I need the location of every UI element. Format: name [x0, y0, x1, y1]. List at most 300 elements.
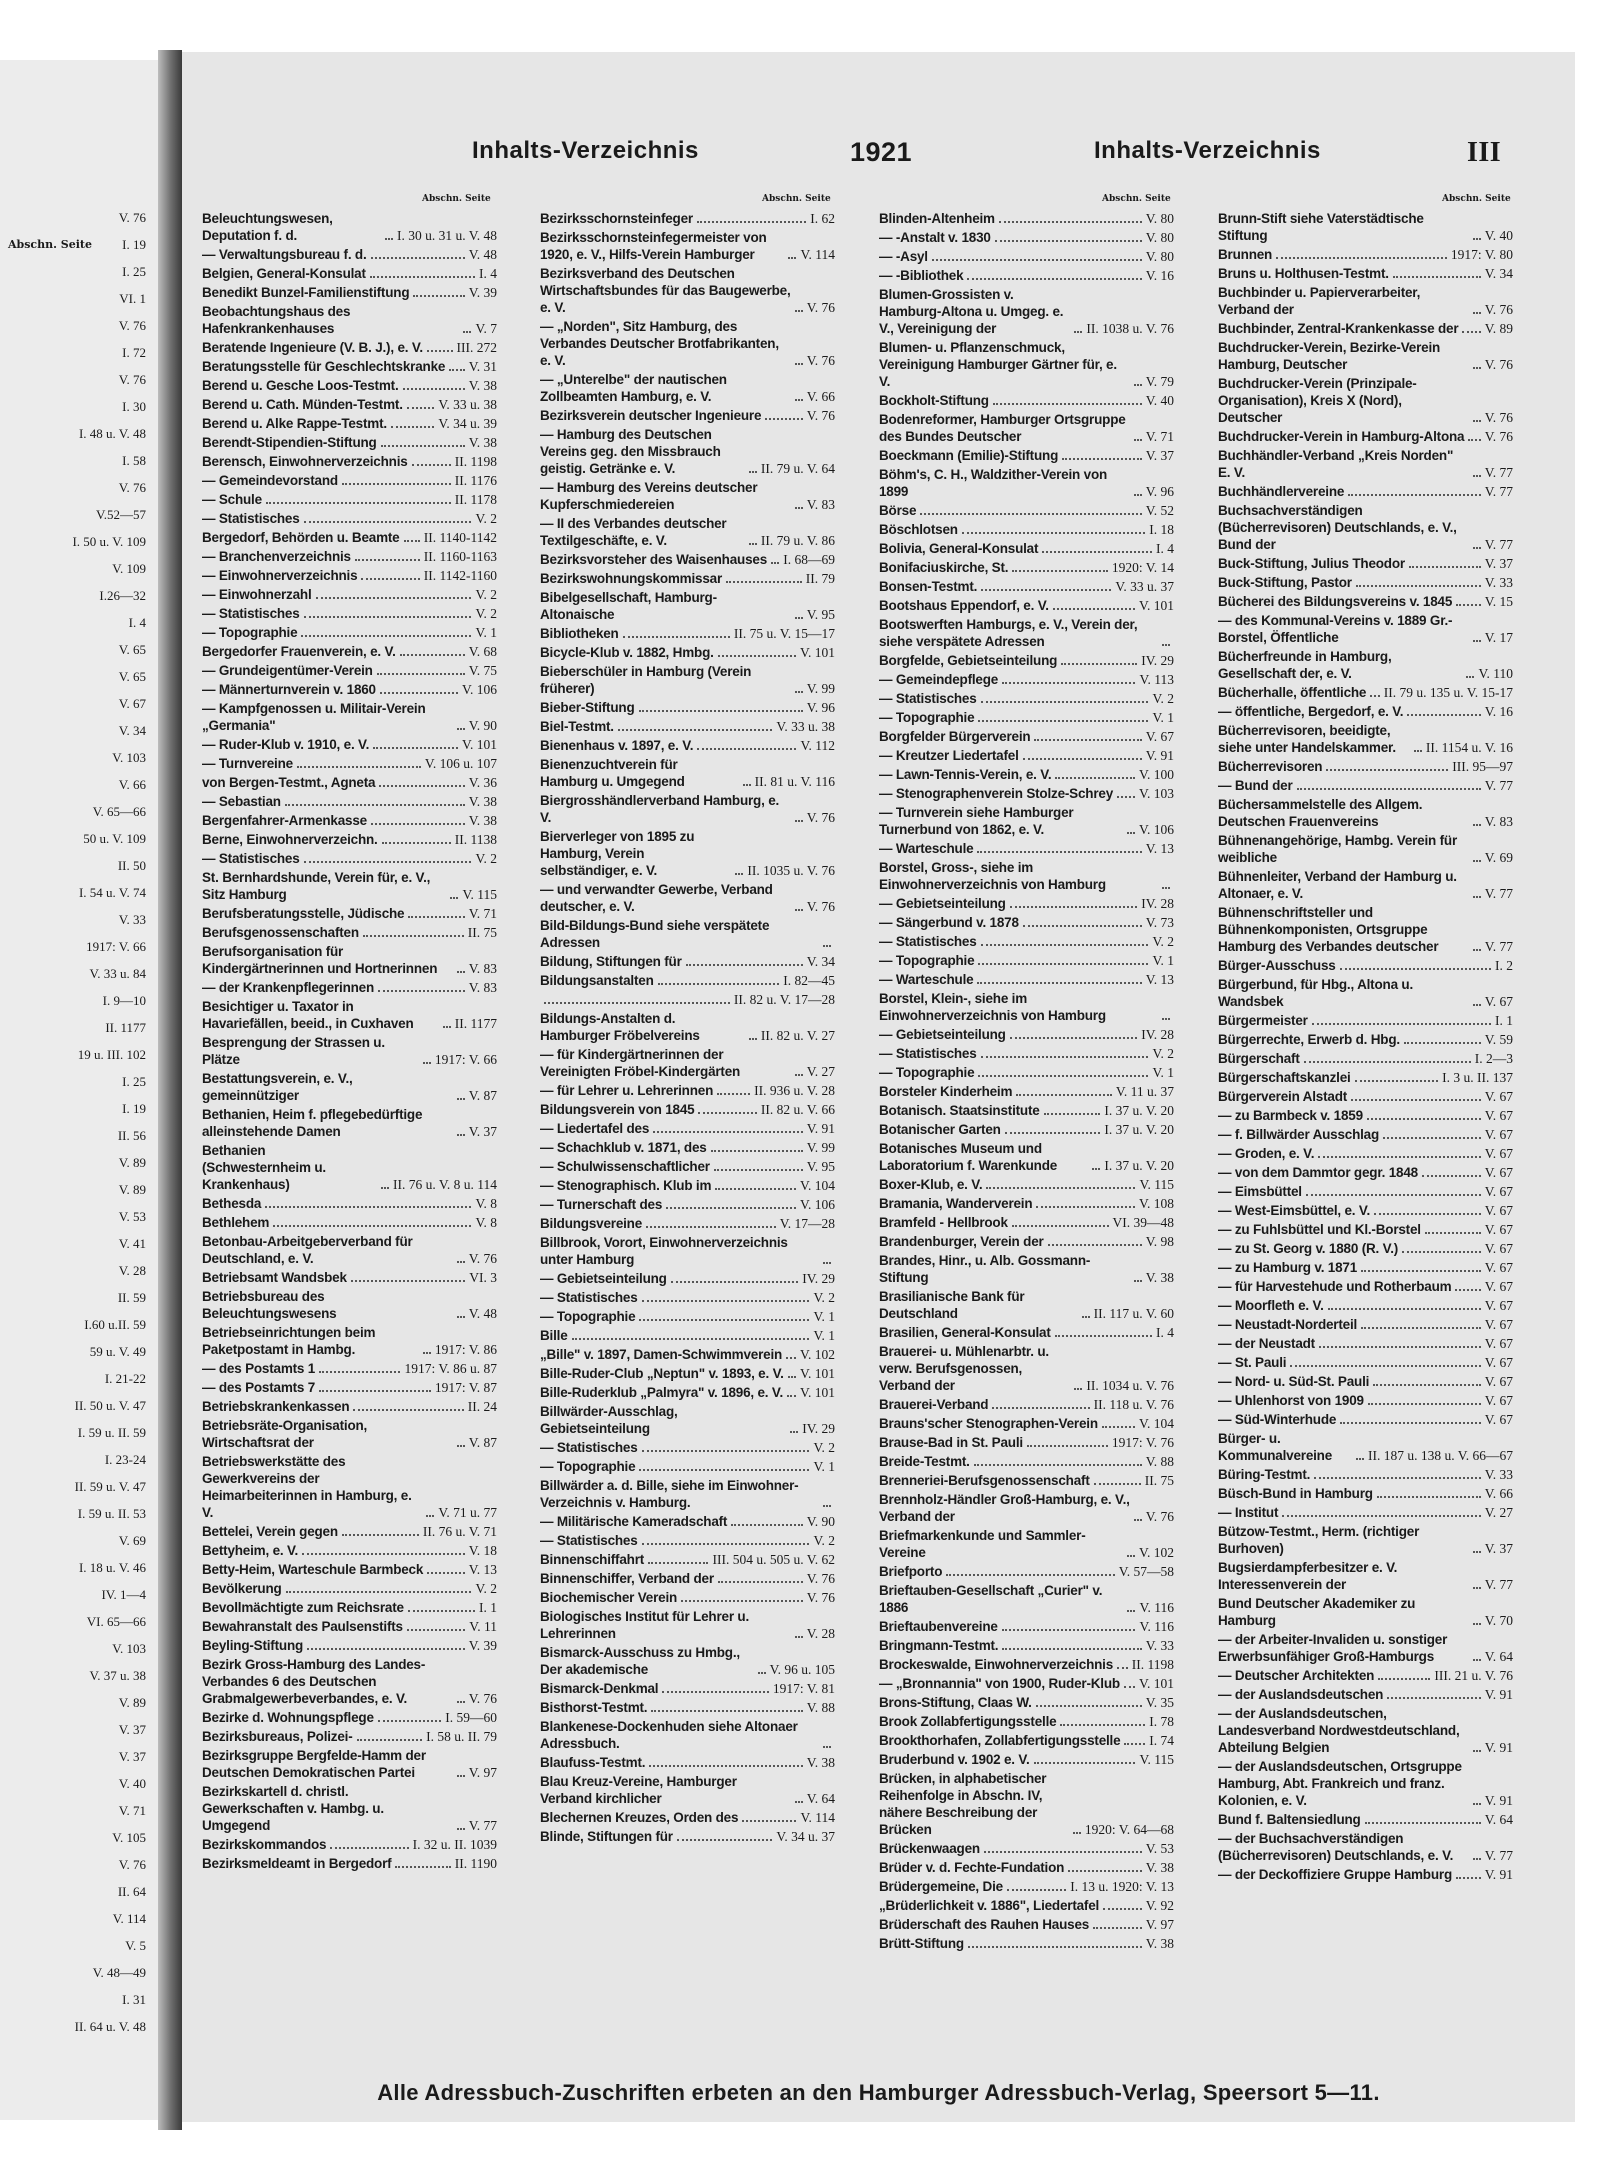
entry-reference: V. 76: [1484, 357, 1513, 372]
entry-reference: I. 4: [1156, 1325, 1174, 1340]
entry-name: — Statistisches: [540, 1290, 638, 1305]
index-entry: [879, 747, 1174, 764]
entry-reference: V. 37: [1484, 1541, 1513, 1556]
index-entry: [202, 700, 497, 734]
entry-name: — Stenographenverein Stolze-Schrey: [879, 786, 1114, 801]
entry-name: — Statistisches: [540, 1533, 638, 1548]
entry-name: Bürger-Ausschuss: [1218, 958, 1336, 973]
entry-name: Billbrook, Vorort, Einwohnerverzeichnis unter Hamburg: [540, 1235, 788, 1267]
index-entry: [879, 1102, 1174, 1119]
entry-reference: V. 38: [468, 435, 497, 450]
leader-dots: [1134, 384, 1142, 386]
leader-dots: [666, 1207, 796, 1209]
index-entry: [879, 447, 1174, 464]
index-entry: [540, 881, 835, 915]
index-entry: [202, 415, 497, 432]
entry-name: — Verwaltungsbureau f. d.: [202, 247, 367, 262]
entry-reference: II. 24: [467, 1399, 497, 1414]
leader-dots: [457, 1316, 465, 1318]
leader-dots: [1356, 585, 1481, 587]
leader-dots: [771, 562, 779, 564]
entry-reference: I. 68—69: [783, 552, 835, 567]
entry-name: — Militärische Kameradschaft: [540, 1514, 728, 1529]
adjacent-ref: V. 41: [118, 1236, 146, 1251]
entry-reference: V. 77: [1484, 1848, 1513, 1863]
index-entry: [540, 407, 835, 424]
entry-reference: IV. 29: [1141, 653, 1174, 668]
adjacent-ref: II. 59: [117, 1290, 146, 1305]
leader-dots: [1134, 439, 1142, 441]
entry-reference: V. 101: [1138, 1676, 1174, 1691]
leader-dots: [1356, 1458, 1364, 1460]
entry-name: „Brüderlichkeit v. 1886", Liedertafel: [879, 1898, 1100, 1913]
leader-dots: [1473, 238, 1481, 240]
leader-dots: [1082, 1316, 1090, 1318]
index-entry: [540, 515, 835, 549]
index-entry: [540, 1120, 835, 1137]
adjacent-ref: V. 53: [118, 1209, 146, 1224]
entry-name: Brennholz-Händler Groß-Hamburg, e. V., Verband der: [879, 1492, 1130, 1524]
index-entry: [1218, 483, 1513, 500]
index-entry: [202, 1523, 497, 1540]
index-entry: [1218, 1758, 1513, 1809]
index-entry: [879, 578, 1174, 595]
entry-reference: V. 104: [799, 1178, 835, 1193]
entry-name: — Turnerschaft des: [540, 1197, 663, 1212]
leader-dots: [1074, 331, 1082, 333]
leader-dots: [266, 502, 451, 504]
entry-reference: V. 2: [475, 587, 497, 602]
index-entry: [1218, 339, 1513, 373]
index-entry: [540, 1458, 835, 1475]
adjacent-ref: VI. 1: [119, 291, 146, 306]
index-entry: [1218, 1705, 1513, 1756]
index-entry: [879, 1045, 1174, 1062]
index-entry: [1218, 612, 1513, 646]
entry-reference: V. 76: [1484, 410, 1513, 425]
entry-name: Bücherfreunde in Hamburg, Gesellschaft der, e. V.: [1218, 649, 1392, 681]
entry-name: Buchsachverständigen (Bücherrevisoren) Deutschlands, e. V., Bund der: [1218, 503, 1457, 552]
leader-dots: [1348, 494, 1481, 496]
entry-name: — Topographie: [540, 1309, 636, 1324]
entry-reference: V. 27: [1484, 1505, 1513, 1520]
index-entry: [1218, 868, 1513, 902]
index-entry: [540, 828, 835, 879]
entry-reference: V. 13: [468, 1562, 497, 1577]
entry-reference: V. 13: [1145, 972, 1174, 987]
entry-name: Briefporto: [879, 1564, 943, 1579]
index-entry: [540, 1010, 835, 1044]
index-entry: [202, 793, 497, 810]
column-heading-1: Abschn. Seite: [422, 194, 491, 204]
leader-dots: [1378, 1678, 1430, 1680]
leader-dots: [765, 418, 802, 420]
entry-name: Bücherrevisoren: [1218, 759, 1323, 774]
index-entry: [202, 1599, 497, 1616]
entry-name: Borgfelde, Gebietseinteilung: [879, 653, 1058, 668]
entry-name: — der Auslandsdeutschen, Landesverband Nordwestdeutschland, Abteilung Belgien: [1218, 1706, 1460, 1755]
entry-name: — Statistisches: [879, 934, 977, 949]
index-entry: [879, 1618, 1174, 1635]
entry-reference: V. 67: [1145, 729, 1174, 744]
leader-dots: [1002, 1629, 1136, 1631]
index-entry: [879, 990, 1174, 1024]
entry-reference: I. 13 u. 1920: V. 13: [1070, 1879, 1174, 1894]
entry-name: Bürgerverein Alstadt: [1218, 1089, 1348, 1104]
entry-reference: V. 38: [1145, 1860, 1174, 1875]
leader-dots: [1351, 1099, 1481, 1101]
index-entry: [540, 972, 835, 989]
entry-reference: V. 34: [806, 954, 835, 969]
entry-reference: V. 1: [1152, 1065, 1174, 1080]
adjacent-ref: I. 19: [122, 1101, 146, 1116]
leader-dots: [1306, 1194, 1481, 1196]
entry-name: Binnenschiffahrt: [540, 1552, 645, 1567]
entry-reference: 1920: V. 64—68: [1084, 1822, 1174, 1837]
leader-dots: [457, 728, 465, 730]
adjacent-ref: I. 54 u. V. 74: [78, 885, 146, 900]
adjacent-ref: I. 59 u. II. 59: [77, 1425, 146, 1440]
adjacent-ref: I. 50 u. V. 109: [72, 534, 146, 549]
entry-name: Bethesda: [202, 1196, 262, 1211]
entry-name: Brauerei- u. Mühlenarbtr. u. verw. Berufsgenossen, Verband der: [879, 1344, 1049, 1393]
adjacent-ref: V. 76: [118, 372, 146, 387]
index-entry: [202, 1580, 497, 1597]
entry-name: Bezirksverband des Deutschen Wirtschaftsbundes für das Baugewerbe, e. V.: [540, 266, 791, 315]
adjacent-ref: I. 31: [122, 1992, 146, 2007]
leader-dots: [1073, 1832, 1081, 1834]
entry-reference: I. 37 u. V. 20: [1104, 1158, 1174, 1173]
leader-dots: [649, 1765, 802, 1767]
entry-reference: I. 37 u. V. 20: [1104, 1103, 1174, 1118]
index-entry: [1218, 1559, 1513, 1593]
entry-reference: V. 76: [468, 1691, 497, 1706]
leader-dots: [653, 1131, 803, 1133]
entry-reference: 1917: V. 87: [434, 1380, 497, 1395]
entry-name: Brauns'scher Stenographen-Verein: [879, 1416, 1098, 1431]
index-entry: [1218, 428, 1513, 445]
leader-dots: [1409, 566, 1481, 568]
leader-dots: [379, 785, 464, 787]
entry-reference: V. 70: [1484, 1613, 1513, 1628]
entry-name: — Schachklub v. 1871, des: [540, 1140, 707, 1155]
entry-name: Blechernen Kreuzes, Orden des: [540, 1810, 739, 1825]
entry-name: — zu Hamburg v. 1871: [1218, 1260, 1358, 1275]
entry-name: — Kampfgenossen u. Militair-Verein „Germania": [202, 701, 426, 733]
adjacent-ref: V. 76: [118, 1857, 146, 1872]
index-entry: [879, 859, 1174, 893]
entry-name: Bürgerbund, für Hbg., Altona u. Wandsbek: [1218, 977, 1414, 1009]
entry-reference: V. 115: [1139, 1177, 1174, 1192]
leader-dots: [1318, 1156, 1480, 1158]
entry-name: Bismarck-Denkmal: [540, 1681, 659, 1696]
entry-name: Buchdrucker-Verein, Bezirke-Verein Hamburg, Deutscher: [1218, 340, 1441, 372]
entry-reference: V. 95: [806, 607, 835, 622]
leader-dots: [423, 1352, 431, 1354]
leader-dots: [1355, 1080, 1439, 1082]
leader-dots: [1162, 887, 1170, 889]
entry-reference: V. 67: [1484, 1374, 1513, 1389]
entry-reference: V. 16: [1145, 268, 1174, 283]
index-entry: [1218, 447, 1513, 481]
leader-dots: [1473, 475, 1481, 477]
index-entry: [540, 792, 835, 826]
leader-dots: [978, 720, 1148, 722]
entry-reference: V. 88: [806, 1700, 835, 1715]
entry-name: Buck-Stiftung, Pastor: [1218, 575, 1352, 590]
entry-name: Buchbinder, Zentral-Krankenkasse der: [1218, 321, 1459, 336]
index-entry: [879, 1935, 1174, 1952]
index-entry: [202, 662, 497, 679]
leader-dots: [1127, 832, 1135, 834]
entry-reference: V. 83: [468, 961, 497, 976]
leader-dots: [1402, 1251, 1481, 1253]
index-entry: [540, 1439, 835, 1456]
leader-dots: [962, 532, 1145, 534]
entry-reference: II. 79 u. V. 86: [760, 533, 835, 548]
leader-dots: [651, 1710, 802, 1712]
entry-reference: V. 83: [806, 497, 835, 512]
index-entry: [1218, 320, 1513, 337]
entry-name: Betriebskrankenkassen: [202, 1399, 350, 1414]
index-entry: [1218, 976, 1513, 1010]
leader-dots: [330, 1847, 408, 1849]
header-year: 1921: [850, 137, 913, 167]
index-entry: [1218, 1504, 1513, 1521]
leader-dots: [1340, 968, 1491, 970]
leader-dots: [946, 1574, 1114, 1576]
entry-name: Bezirksvorsteher des Waisenhauses: [540, 552, 768, 567]
entry-name: Brandenburger, Verein der: [879, 1234, 1044, 1249]
adjacent-ref: II. 1177: [105, 1020, 146, 1035]
entry-reference: V. 80: [1145, 211, 1174, 226]
leader-dots: [427, 1572, 465, 1574]
adjacent-column-heading: Abschn. Seite: [8, 238, 92, 251]
leader-dots: [1314, 1477, 1481, 1479]
index-entry: [202, 1747, 497, 1781]
index-entry: [879, 1472, 1174, 1489]
adjacent-ref: II. 56: [117, 1128, 146, 1143]
entry-reference: V. 64: [1484, 1812, 1513, 1827]
index-entry: [540, 1551, 835, 1568]
entry-name: Büsch-Bund in Hamburg: [1218, 1486, 1373, 1501]
entry-name: Biologisches Institut für Lehrer u. Lehrerinnen: [540, 1609, 750, 1641]
page-number: III: [1467, 137, 1502, 168]
leader-dots: [1007, 1889, 1066, 1891]
leader-dots: [1012, 570, 1108, 572]
adjacent-ref: II. 50 u. V. 47: [74, 1398, 146, 1413]
entry-name: Berensch, Einwohnerverzeichnis: [202, 454, 408, 469]
index-entry: [879, 914, 1174, 931]
leader-dots: [1053, 608, 1135, 610]
entry-name: Büchersammelstelle des Allgem. Deutschen Frauenvereins: [1218, 797, 1423, 829]
leader-dots: [686, 964, 803, 966]
leader-dots: [642, 1300, 810, 1302]
leader-dots: [457, 1828, 465, 1830]
adjacent-ref: V. 103: [112, 750, 146, 765]
leader-dots: [1370, 695, 1380, 697]
leader-dots: [1103, 1908, 1142, 1910]
entry-name: Besichtiger u. Taxator in Havariefällen, beeid., in Cuxhaven: [202, 999, 414, 1031]
leader-dots: [1473, 1551, 1481, 1553]
leader-dots: [1473, 420, 1481, 422]
entry-name: Bibelgesellschaft, Hamburg-Altonaische: [540, 590, 717, 622]
adjacent-ref: V. 5: [125, 1938, 146, 1953]
leader-dots: [304, 521, 472, 523]
entry-reference: II. 1034 u. V. 76: [1086, 1378, 1174, 1393]
index-entry: [879, 1897, 1174, 1914]
entry-reference: V. 106: [799, 1197, 835, 1212]
entry-reference: V. 11 u. 37: [1115, 1084, 1174, 1099]
entry-name: — öffentliche, Bergedorf, e. V.: [1218, 704, 1404, 719]
leader-dots: [981, 944, 1149, 946]
entry-name: Bezirk Gross-Hamburg des Landes-Verbandes 6 des Deutschen Grabmalgewerbeverbandes, e. V.: [202, 1657, 426, 1706]
entry-name: Betriebswerkstätte des Gewerkvereins der Heimarbeiterinnen in Hamburg, e. V.: [202, 1454, 412, 1520]
entry-name: Biochemischer Verein: [540, 1590, 678, 1605]
leader-dots: [735, 873, 743, 875]
index-entry: [202, 1836, 497, 1853]
header-right-title: Inhalts-Verzeichnis: [1094, 137, 1321, 164]
leader-dots: [572, 1338, 810, 1340]
entry-name: Bildungs-Anstalten d. Hamburger Fröbelvereins: [540, 1011, 700, 1043]
index-entry: [1218, 1466, 1513, 1483]
leader-dots: [1473, 1750, 1481, 1752]
index-entry: [1218, 1126, 1513, 1143]
leader-dots: [749, 1038, 757, 1040]
entry-name: — Statistisches: [202, 511, 300, 526]
leader-dots: [319, 1371, 400, 1373]
entry-reference: V. 67: [1484, 1203, 1513, 1218]
entry-name: — West-Eimsbüttel, e. V.: [1218, 1203, 1370, 1218]
adjacent-ref: II. 64 u. V. 48: [74, 2019, 146, 2034]
adjacent-ref: V. 48—49: [92, 1965, 146, 1980]
index-entry: [540, 1384, 835, 1401]
leader-dots: [758, 1672, 766, 1674]
entry-reference: V. 79: [1145, 374, 1174, 389]
leader-dots: [381, 445, 465, 447]
index-entry: [540, 1477, 835, 1511]
entry-name: Beratende Ingenieure (V. B. J.), e. V.: [202, 340, 423, 355]
index-entry: [1218, 904, 1513, 955]
entry-reference: V. 1: [475, 625, 497, 640]
entry-reference: V. 115: [462, 887, 497, 902]
entry-reference: V. 106: [1138, 822, 1174, 837]
index-entry: [202, 396, 497, 413]
entry-reference: V. 67: [1484, 1146, 1513, 1161]
entry-reference: V. 96: [806, 700, 835, 715]
entry-name: Breide-Testmt.: [879, 1454, 970, 1469]
entry-reference: V. 77: [468, 1818, 497, 1833]
entry-reference: I. 37 u. V. 20: [1104, 1122, 1174, 1137]
entry-name: — der Krankenpflegerinnen: [202, 980, 375, 995]
entry-reference: V. 64: [806, 1791, 835, 1806]
entry-name: — Hamburg des Vereins deutscher Kupferschmiedereien: [540, 480, 758, 512]
entry-name: Bille-Ruderklub „Palmyra" v. 1896, e. V.: [540, 1385, 784, 1400]
entry-name: — zu St. Georg v. 1880 (R. V.): [1218, 1241, 1399, 1256]
index-entry: [879, 1453, 1174, 1470]
entry-reference: V. 112: [800, 738, 835, 753]
entry-name: — Sebastian: [202, 794, 281, 809]
entry-name: — Branchenverzeichnis: [202, 549, 351, 564]
entry-reference: V. 76: [806, 408, 835, 423]
index-entry: [540, 1327, 835, 1344]
index-entry: [540, 1234, 835, 1268]
adjacent-ref: V. 33 u. 84: [89, 966, 146, 981]
entry-reference: V. 38: [468, 794, 497, 809]
index-entry: [1218, 284, 1513, 318]
index-entry: [202, 472, 497, 489]
leader-dots: [382, 842, 451, 844]
entry-name: Berend u. Gesche Loos-Testmt.: [202, 378, 399, 393]
entry-reference: I. 4: [479, 266, 497, 281]
adjacent-ref: V. 69: [118, 1533, 146, 1548]
leader-dots: [795, 820, 803, 822]
leader-dots: [408, 916, 464, 918]
entry-reference: V. 89: [1484, 321, 1513, 336]
entry-name: — Ruder-Klub v. 1910, e. V.: [202, 737, 370, 752]
entry-name: Bierverleger von 1895 zu Hamburg, Verein selbständiger, e. V.: [540, 829, 695, 878]
entry-reference: I. 3 u. II. 137: [1442, 1070, 1513, 1085]
leader-dots: [1473, 1623, 1481, 1625]
publisher-footer: Alle Adressbuch-Zuschriften erbeten an den Hamburger Adressbuch-Verlag, Speersort 5—11.: [377, 2080, 1380, 2105]
adjacent-ref: V. 76: [118, 210, 146, 225]
leader-dots: [377, 673, 465, 675]
index-entry: [1218, 210, 1513, 244]
index-entry: [540, 1082, 835, 1099]
leader-dots: [787, 1395, 796, 1397]
entry-reference: V. 67: [1484, 1108, 1513, 1123]
index-entry: [202, 774, 497, 791]
entry-reference: I. 62: [810, 211, 835, 226]
leader-dots: [823, 1262, 831, 1264]
index-entry: [202, 1618, 497, 1635]
entry-reference: V. 77: [1484, 465, 1513, 480]
leader-dots: [1425, 1232, 1481, 1234]
index-entry: [879, 766, 1174, 783]
entry-name: — der Neustadt: [1218, 1336, 1315, 1351]
index-entry: [202, 1709, 497, 1726]
entry-name: — der Buchsachverständigen (Bücherrevisoren) Deutschlands, e. V.: [1218, 1831, 1454, 1863]
entry-name: Bezirkskartell d. christl. Gewerkschaften v. Hambg. u. Umgegend: [202, 1784, 384, 1833]
entry-name: Bürgerschaftskanzlei: [1218, 1070, 1351, 1085]
entry-name: Bethanien, Heim f. pflegebedürftige alleinstehende Damen: [202, 1107, 423, 1139]
entry-name: — Nord- u. Süd-St. Pauli: [1218, 1374, 1370, 1389]
leader-dots: [1326, 769, 1448, 771]
adjacent-ref: V. 89: [118, 1695, 146, 1710]
index-entry: [540, 1289, 835, 1306]
entry-reference: V. 101: [1138, 598, 1174, 613]
adjacent-ref: V. 114: [112, 1911, 146, 1926]
leader-dots: [795, 310, 803, 312]
entry-reference: II. 1178: [454, 492, 497, 507]
entry-reference: II. 1140-1142: [423, 530, 497, 545]
entry-reference: I. 30 u. 31 u. V. 48: [396, 228, 497, 243]
entry-name: — der Auslandsdeutschen: [1218, 1687, 1384, 1702]
entry-reference: II. 187 u. 138 u. V. 66—67: [1367, 1448, 1513, 1463]
index-entry: [1218, 1631, 1513, 1665]
entry-name: — Einwohnerverzeichnis: [202, 568, 358, 583]
leader-dots: [671, 1281, 799, 1283]
leader-dots: [1027, 1445, 1108, 1447]
leader-dots: [974, 1464, 1142, 1466]
index-entry: [879, 1770, 1174, 1838]
leader-dots: [1044, 1113, 1101, 1115]
entry-name: Bisthorst-Testmt.: [540, 1700, 648, 1715]
entry-reference: V. 2: [475, 606, 497, 621]
entry-name: — Schule: [202, 492, 262, 507]
entry-name: Billwärder-Ausschlag, Gebietseinteilung: [540, 1404, 678, 1436]
entry-reference: II. 79: [805, 571, 835, 586]
